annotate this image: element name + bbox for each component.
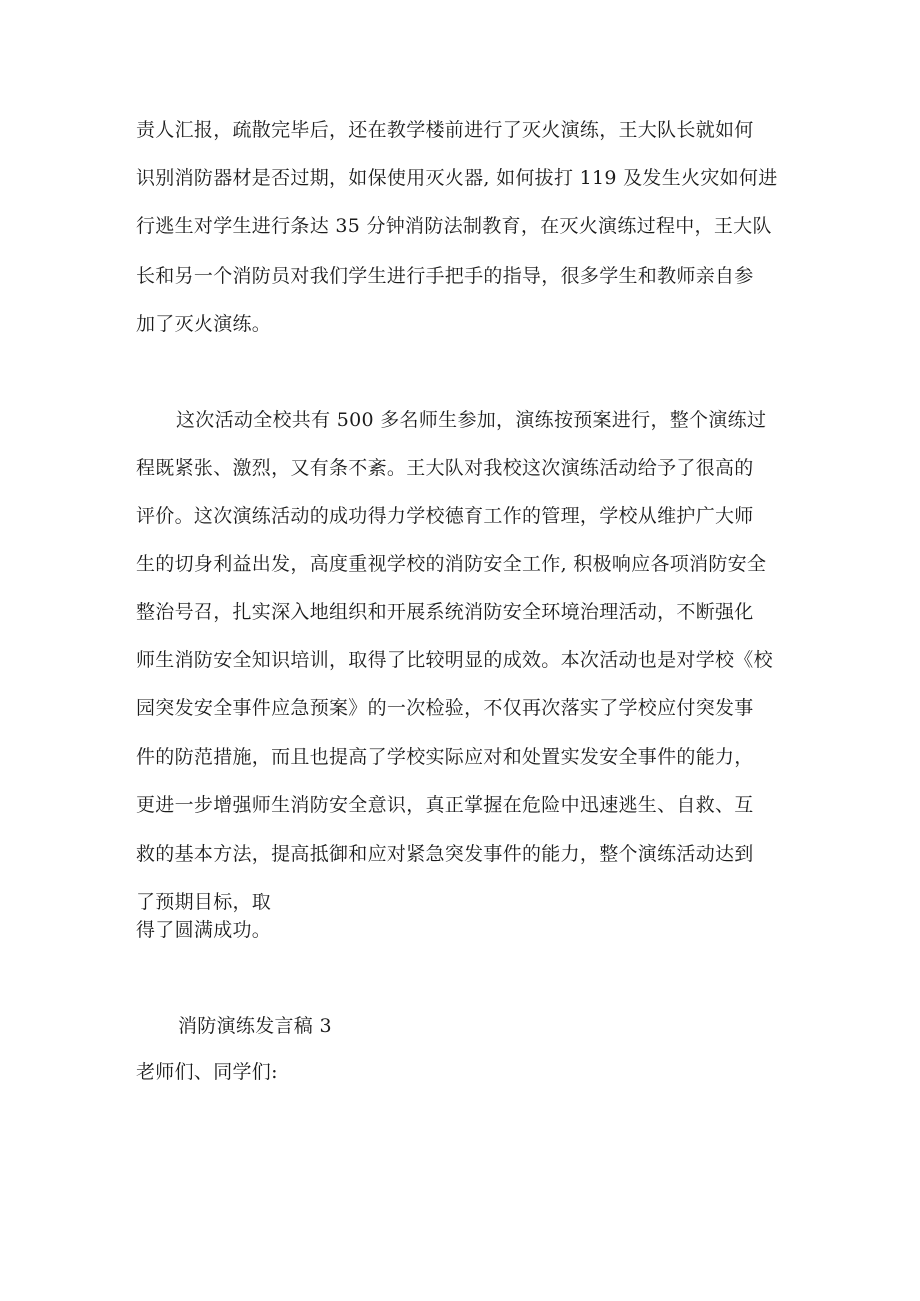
section-title: 消防演练发言稿 3 <box>178 1015 332 1037</box>
paragraph-line: 程既紧张、激烈，又有条不紊。王大队对我校这次演练活动给予了很高的 <box>136 457 754 479</box>
paragraph-line: 生的切身利益出发，高度重视学校的消防安全工作, 积极响应各项消防安全 <box>136 553 767 575</box>
paragraph-line: 救的基本方法，提高抵御和应对紧急突发事件的能力，整个演练活动达到 <box>136 843 754 865</box>
salutation: 老师们、同学们: <box>136 1061 278 1083</box>
paragraph-line: 行逃生对学生进行条达 35 分钟消防法制教育，在灭火演练过程中，王大队 <box>136 215 772 237</box>
paragraph-line: 长和另一个消防员对我们学生进行手把手的指导，很多学生和教师亲自参 <box>136 265 754 287</box>
paragraph-line: 整治号召，扎实深入地组织和开展系统消防安全环境治理活动，不断强化 <box>136 601 754 623</box>
paragraph-line: 责人汇报，疏散完毕后，还在教学楼前进行了灭火演练，王大队长就如何 <box>136 119 754 141</box>
paragraph-line: 这次活动全校共有 500 多名师生参加，演练按预案进行，整个演练过 <box>176 409 767 431</box>
paragraph-line: 园突发安全事件应急预案》的一次检验，不仅再次落实了学校应付突发事 <box>136 697 754 719</box>
paragraph-line: 件的防范措施，而且也提高了学校实际应对和处置实发安全事件的能力， <box>136 746 754 768</box>
paragraph-line: 评价。这次演练活动的成功得力学校德育工作的管理，学校从维护广大师 <box>136 505 754 527</box>
paragraph-line: 得了圆满成功。 <box>136 919 272 941</box>
paragraph-line: 更进一步增强师生消防安全意识，真正掌握在危险中迅速逃生、自救、互 <box>136 794 754 816</box>
paragraph-line: 了预期目标，取 <box>136 891 272 913</box>
paragraph-line: 师生消防安全知识培训，取得了比较明显的成效。本次活动也是对学校《校 <box>136 649 773 671</box>
paragraph-line: 识别消防器材是否过期，如保使用灭火器, 如何拔打 119 及发生火灾如何进 <box>136 167 778 189</box>
paragraph-line: 加了灭火演练。 <box>136 313 272 335</box>
